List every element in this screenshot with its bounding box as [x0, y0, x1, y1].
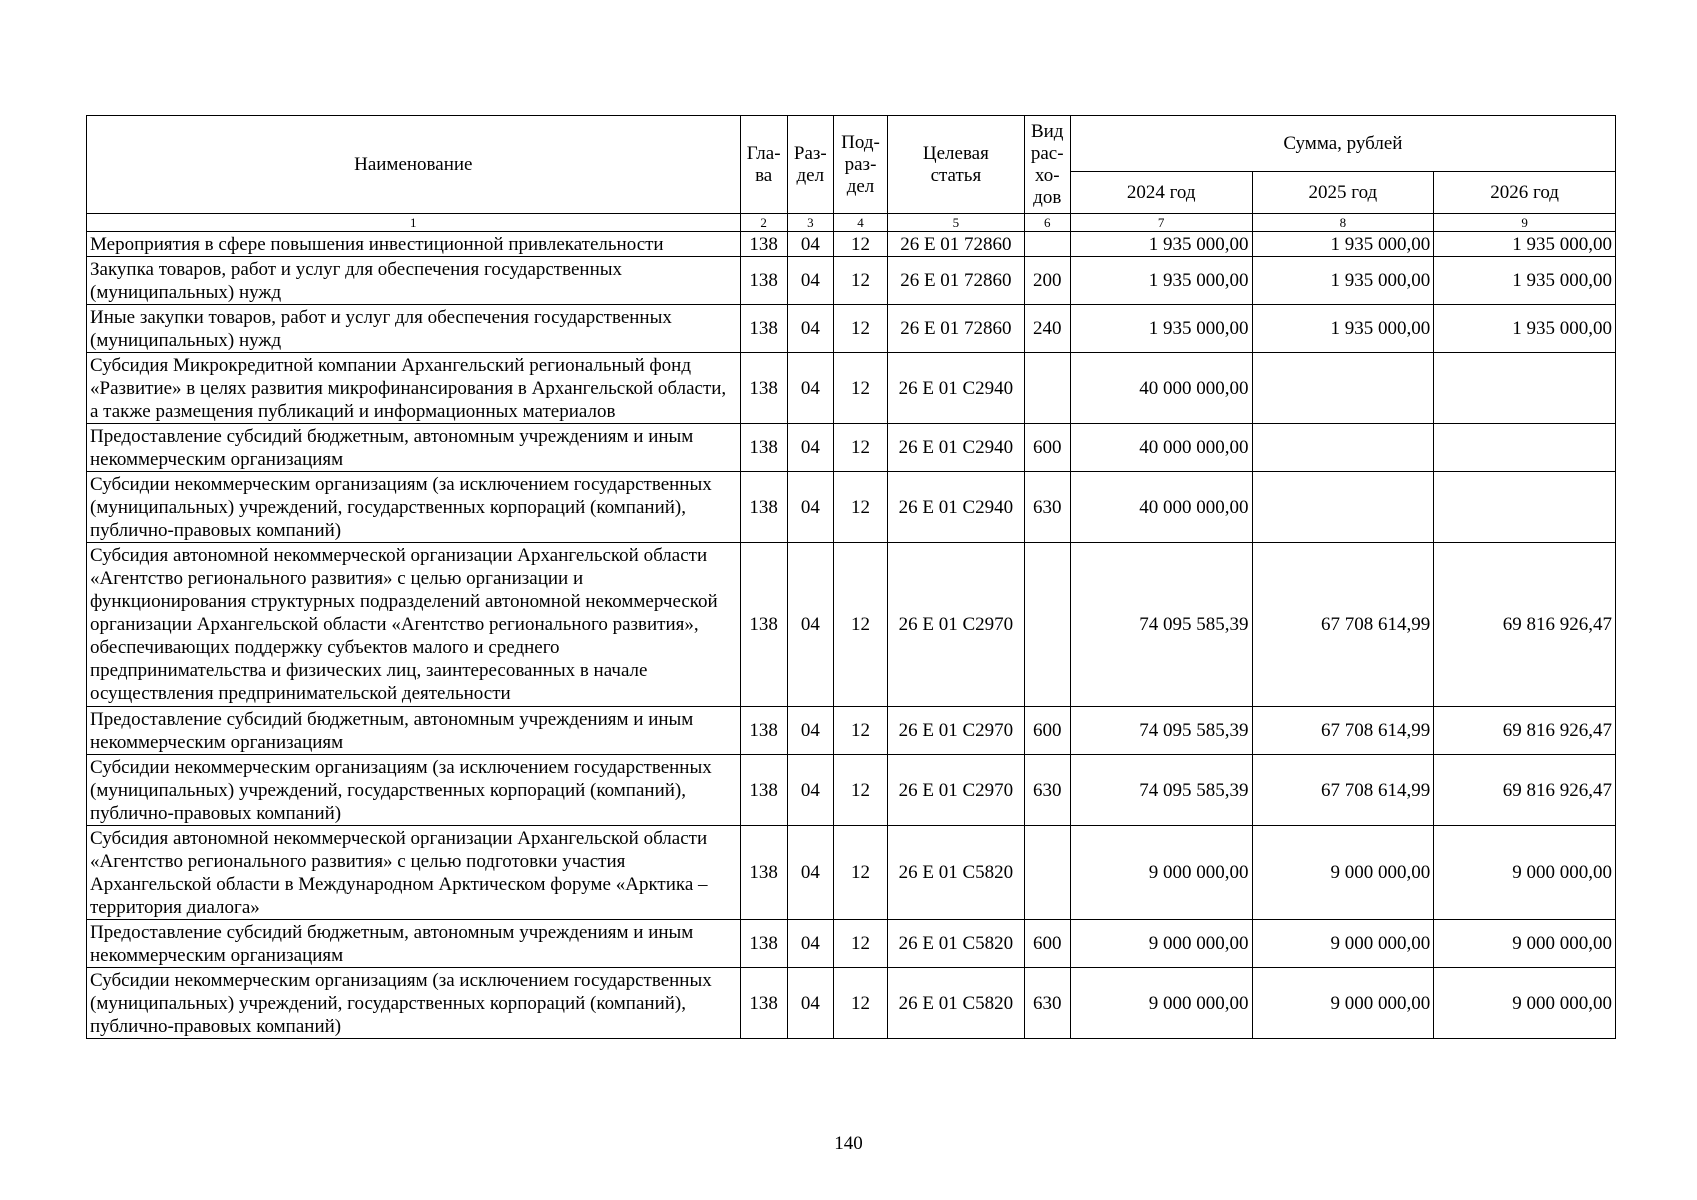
- table-row: [87, 257, 1616, 305]
- row-section: 04: [787, 305, 833, 353]
- row-amount-2026: 9 000 000,00: [1434, 920, 1616, 968]
- row-target-article: 26 Е 01 С5820: [888, 968, 1025, 1039]
- row-target-article: 26 Е 01 С2940: [888, 472, 1025, 543]
- row-subsection: 12: [833, 424, 887, 472]
- row-section: 04: [787, 257, 833, 305]
- row-chapter: 138: [740, 353, 787, 424]
- row-expense-type: 200: [1024, 257, 1070, 305]
- row-amount-2026: 1 935 000,00: [1434, 305, 1616, 353]
- row-amount-2025: 9 000 000,00: [1252, 968, 1434, 1039]
- row-target-article: 26 Е 01 С5820: [888, 920, 1025, 968]
- column-number: 5: [888, 214, 1025, 232]
- row-amount-2024: 1 935 000,00: [1070, 305, 1252, 353]
- row-subsection: 12: [833, 920, 887, 968]
- header-name: Наименование: [87, 116, 741, 214]
- row-amount-2025: 1 935 000,00: [1252, 257, 1434, 305]
- row-chapter: 138: [740, 305, 787, 353]
- row-name: Закупка товаров, работ и услуг для обеспечения государственных (муниципальных) нужд: [87, 257, 741, 305]
- row-amount-2026: 69 816 926,47: [1434, 755, 1616, 826]
- row-amount-2025: [1252, 472, 1434, 543]
- table-row: [87, 707, 1616, 755]
- row-amount-2026: 9 000 000,00: [1434, 968, 1616, 1039]
- row-amount-2024: 9 000 000,00: [1070, 826, 1252, 920]
- row-amount-2025: 9 000 000,00: [1252, 920, 1434, 968]
- row-name: Предоставление субсидий бюджетным, автономным учреждениям и иным некоммерческим организациям: [87, 424, 741, 472]
- table-row: [87, 755, 1616, 826]
- row-chapter: 138: [740, 424, 787, 472]
- row-amount-2026: 69 816 926,47: [1434, 543, 1616, 707]
- row-subsection: 12: [833, 707, 887, 755]
- row-target-article: 26 Е 01 С5820: [888, 826, 1025, 920]
- header-section: Раз- дел: [787, 116, 833, 214]
- row-amount-2024: 74 095 585,39: [1070, 543, 1252, 707]
- row-target-article: 26 Е 01 С2970: [888, 755, 1025, 826]
- table-row: [87, 353, 1616, 424]
- row-amount-2025: [1252, 424, 1434, 472]
- row-name: Субсидия автономной некоммерческой организации Архангельской области «Агентство регионального развития» с целью подготовки участия Архангельской области в Международном Арктическом форуме «Арктика – территория диалога»: [87, 826, 741, 920]
- row-chapter: 138: [740, 707, 787, 755]
- column-number: 6: [1024, 214, 1070, 232]
- row-expense-type: 600: [1024, 920, 1070, 968]
- header-year-2025: 2025 год: [1252, 172, 1434, 214]
- row-expense-type: 630: [1024, 755, 1070, 826]
- row-target-article: 26 Е 01 72860: [888, 305, 1025, 353]
- row-amount-2026: [1434, 353, 1616, 424]
- row-amount-2024: 40 000 000,00: [1070, 353, 1252, 424]
- row-chapter: 138: [740, 826, 787, 920]
- row-chapter: 138: [740, 968, 787, 1039]
- row-chapter: 138: [740, 472, 787, 543]
- row-expense-type: 630: [1024, 968, 1070, 1039]
- row-subsection: 12: [833, 826, 887, 920]
- row-section: 04: [787, 707, 833, 755]
- row-name: Иные закупки товаров, работ и услуг для обеспечения государственных (муниципальных) нужд: [87, 305, 741, 353]
- row-name: Предоставление субсидий бюджетным, автономным учреждениям и иным некоммерческим организациям: [87, 707, 741, 755]
- table-row: [87, 920, 1616, 968]
- page-number: 140: [834, 1133, 863, 1154]
- row-amount-2024: 9 000 000,00: [1070, 968, 1252, 1039]
- row-chapter: 138: [740, 232, 787, 257]
- row-amount-2026: 1 935 000,00: [1434, 232, 1616, 257]
- row-chapter: 138: [740, 755, 787, 826]
- budget-table: [86, 115, 1616, 1039]
- row-section: 04: [787, 755, 833, 826]
- column-number: 7: [1070, 214, 1252, 232]
- row-amount-2025: 1 935 000,00: [1252, 305, 1434, 353]
- row-amount-2024: 1 935 000,00: [1070, 232, 1252, 257]
- row-chapter: 138: [740, 257, 787, 305]
- row-amount-2024: 74 095 585,39: [1070, 707, 1252, 755]
- table-row: [87, 305, 1616, 353]
- row-amount-2026: 9 000 000,00: [1434, 826, 1616, 920]
- table-row: [87, 543, 1616, 707]
- row-chapter: 138: [740, 543, 787, 707]
- header-subsection: Под- раз- дел: [833, 116, 887, 214]
- header-year-2024: 2024 год: [1070, 172, 1252, 214]
- row-name: Субсидия Микрокредитной компании Архангельский региональный фонд «Развитие» в целях развития микрофинансирования в Архангельской области, а также размещения публикаций и информационных материалов: [87, 353, 741, 424]
- row-name: Субсидия автономной некоммерческой организации Архангельской области «Агентство регионального развития» с целью организации и функционирования структурных подразделений автономной некоммерческой организации Архангельской области «Агентство регионального развития», обеспечивающих поддержку субъектов малого и среднего предпринимательства и физических лиц, заинтересованных в начале осуществления предпринимательской деятельности: [87, 543, 741, 707]
- row-amount-2025: 9 000 000,00: [1252, 826, 1434, 920]
- row-expense-type: 600: [1024, 707, 1070, 755]
- row-subsection: 12: [833, 968, 887, 1039]
- table-row: [87, 472, 1616, 543]
- row-amount-2026: [1434, 472, 1616, 543]
- row-amount-2024: 1 935 000,00: [1070, 257, 1252, 305]
- row-section: 04: [787, 424, 833, 472]
- row-target-article: 26 Е 01 72860: [888, 232, 1025, 257]
- row-subsection: 12: [833, 353, 887, 424]
- row-amount-2024: 40 000 000,00: [1070, 472, 1252, 543]
- row-section: 04: [787, 543, 833, 707]
- row-subsection: 12: [833, 543, 887, 707]
- row-subsection: 12: [833, 232, 887, 257]
- row-amount-2025: 67 708 614,99: [1252, 707, 1434, 755]
- column-number: 1: [87, 214, 741, 232]
- row-section: 04: [787, 968, 833, 1039]
- table-row: [87, 826, 1616, 920]
- row-expense-type: [1024, 232, 1070, 257]
- table-body: [87, 232, 1616, 1039]
- row-subsection: 12: [833, 305, 887, 353]
- row-name: Субсидии некоммерческим организациям (за исключением государственных (муниципальных) учреждений, государственных корпораций (компаний), публично-правовых компаний): [87, 968, 741, 1039]
- row-section: 04: [787, 826, 833, 920]
- header-year-2026: 2026 год: [1434, 172, 1616, 214]
- row-name: Субсидии некоммерческим организациям (за исключением государственных (муниципальных) учреждений, государственных корпораций (компаний), публично-правовых компаний): [87, 472, 741, 543]
- row-amount-2025: 67 708 614,99: [1252, 755, 1434, 826]
- row-section: 04: [787, 920, 833, 968]
- row-amount-2024: 40 000 000,00: [1070, 424, 1252, 472]
- row-name: Предоставление субсидий бюджетным, автономным учреждениям и иным некоммерческим организациям: [87, 920, 741, 968]
- column-number: 3: [787, 214, 833, 232]
- header-chapter: Гла- ва: [740, 116, 787, 214]
- row-target-article: 26 Е 01 С2940: [888, 353, 1025, 424]
- row-name: Мероприятия в сфере повышения инвестиционной привлекательности: [87, 232, 741, 257]
- row-expense-type: 630: [1024, 472, 1070, 543]
- row-amount-2024: 9 000 000,00: [1070, 920, 1252, 968]
- row-subsection: 12: [833, 257, 887, 305]
- row-amount-2025: 67 708 614,99: [1252, 543, 1434, 707]
- row-amount-2026: 69 816 926,47: [1434, 707, 1616, 755]
- row-amount-2025: 1 935 000,00: [1252, 232, 1434, 257]
- row-target-article: 26 Е 01 С2940: [888, 424, 1025, 472]
- row-section: 04: [787, 472, 833, 543]
- header-sum: Сумма, рублей: [1070, 116, 1615, 172]
- table-row: [87, 968, 1616, 1039]
- row-amount-2026: [1434, 424, 1616, 472]
- row-subsection: 12: [833, 472, 887, 543]
- row-expense-type: [1024, 826, 1070, 920]
- row-section: 04: [787, 353, 833, 424]
- row-expense-type: [1024, 543, 1070, 707]
- row-target-article: 26 Е 01 72860: [888, 257, 1025, 305]
- table-row: [87, 424, 1616, 472]
- table-header: [87, 116, 1616, 232]
- row-expense-type: [1024, 353, 1070, 424]
- row-amount-2026: 1 935 000,00: [1434, 257, 1616, 305]
- row-target-article: 26 Е 01 С2970: [888, 707, 1025, 755]
- column-number: 8: [1252, 214, 1434, 232]
- row-subsection: 12: [833, 755, 887, 826]
- row-expense-type: 600: [1024, 424, 1070, 472]
- row-target-article: 26 Е 01 С2970: [888, 543, 1025, 707]
- row-expense-type: 240: [1024, 305, 1070, 353]
- table-row: [87, 232, 1616, 257]
- row-section: 04: [787, 232, 833, 257]
- column-number: 2: [740, 214, 787, 232]
- row-amount-2024: 74 095 585,39: [1070, 755, 1252, 826]
- column-number: 4: [833, 214, 887, 232]
- header-target-article: Целевая статья: [888, 116, 1025, 214]
- row-name: Субсидии некоммерческим организациям (за исключением государственных (муниципальных) учреждений, государственных корпораций (компаний), публично-правовых компаний): [87, 755, 741, 826]
- row-chapter: 138: [740, 920, 787, 968]
- column-number: 9: [1434, 214, 1616, 232]
- header-expense-type: Вид рас- хо- дов: [1024, 116, 1070, 214]
- column-number-row: [87, 214, 1616, 232]
- row-amount-2025: [1252, 353, 1434, 424]
